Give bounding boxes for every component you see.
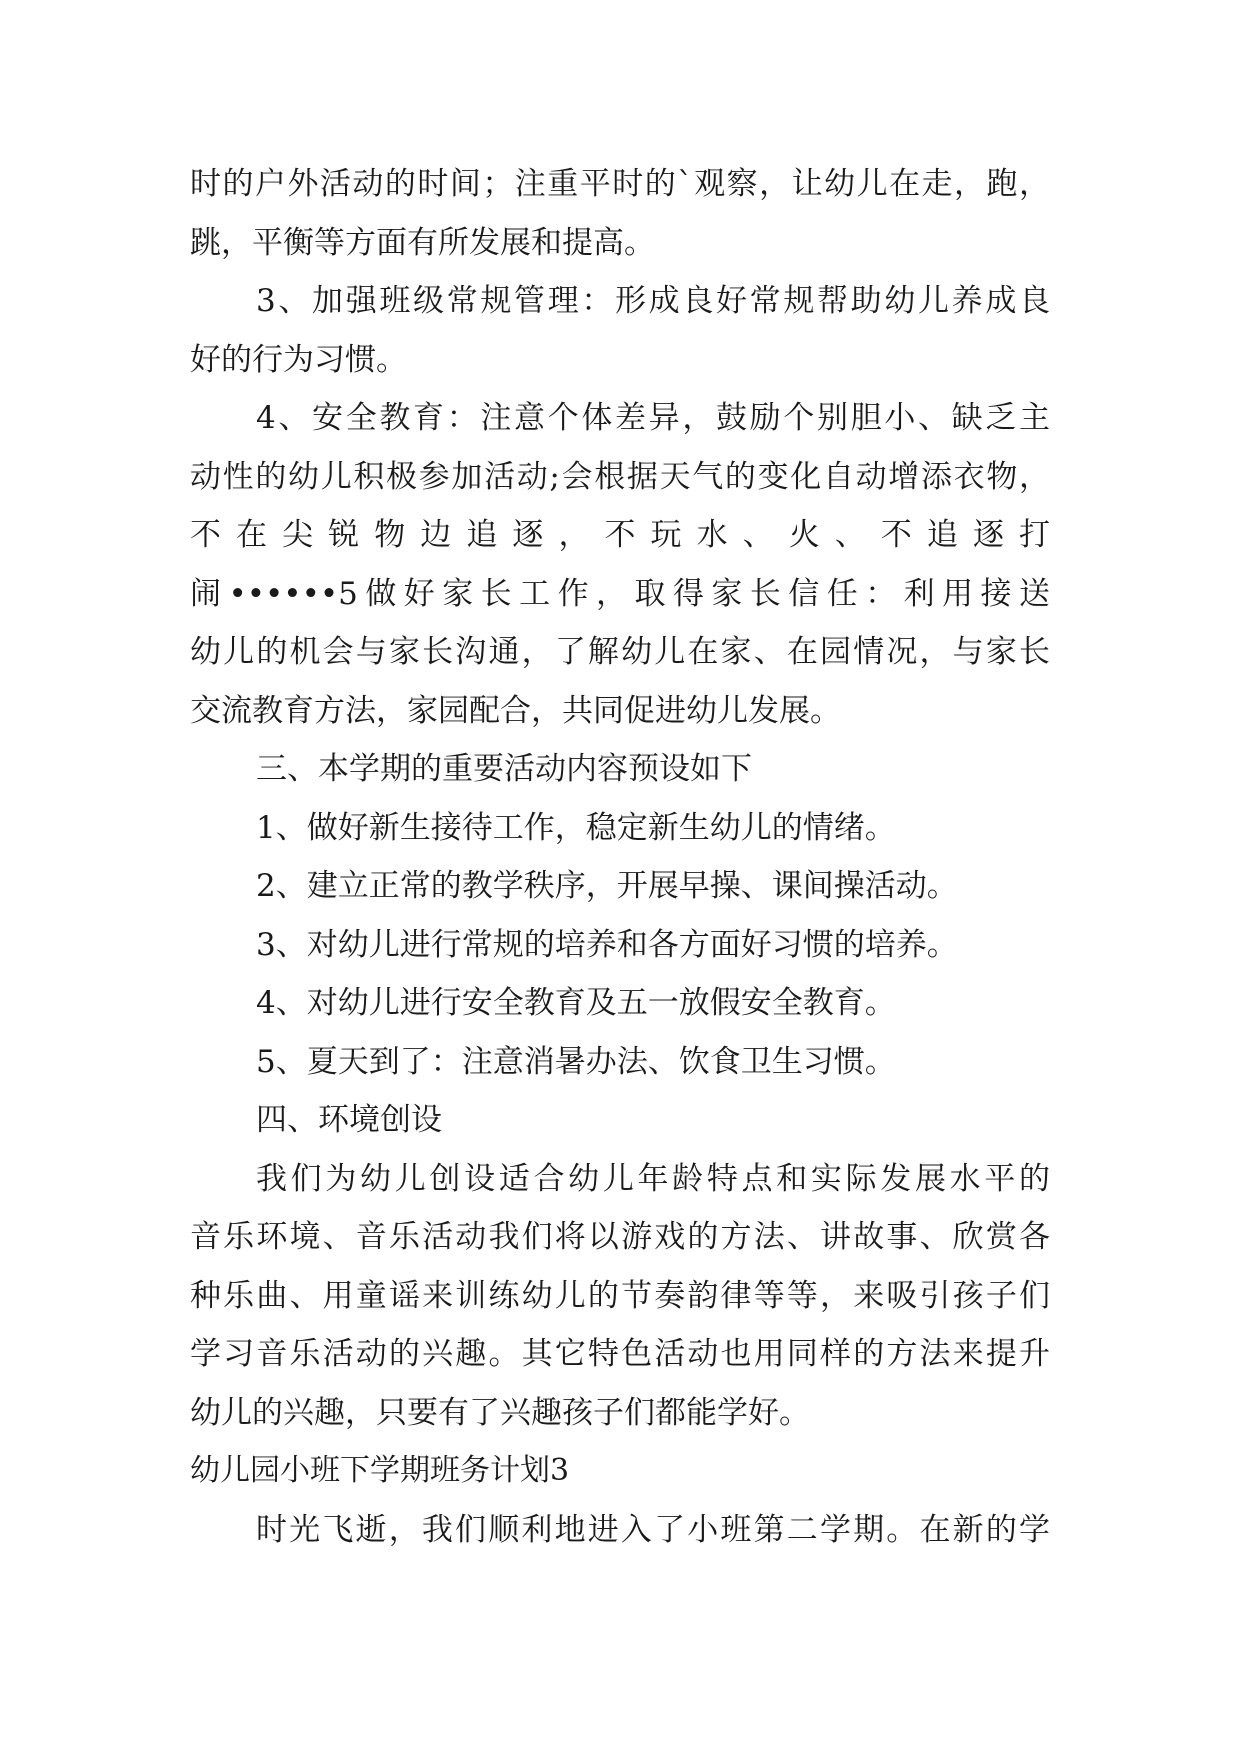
text-line: 种乐曲、用童谣来训练幼儿的节奏韵律等等，来吸引孩子们 xyxy=(190,1277,1050,1314)
section-title: 幼儿园小班下学期班务计划3 xyxy=(190,1453,570,1488)
text-line: 动性的幼儿积极参加活动;会根据天气的变化自动增添衣物， xyxy=(190,458,1050,495)
text-line: 不在尖锐物边追逐，不玩水、火、不追逐打 xyxy=(190,517,1050,553)
text-line: 闹••••••5做好家长工作，取得家长信任：利用接送 xyxy=(190,575,1050,612)
text-line: 时光飞逝，我们顺利地进入了小班第二学期。在新的学 xyxy=(256,1511,1050,1548)
text-line: 2、建立正常的教学秩序，开展早操、课间操活动。 xyxy=(256,868,958,904)
text-line: 交流教育方法，家园配合，共同促进幼儿发展。 xyxy=(190,692,841,729)
text-line: 学习音乐活动的兴趣。其它特色活动也用同样的方法来提升 xyxy=(190,1336,1050,1372)
text-line: 5、夏天到了：注意消暑办法、饮食卫生习惯。 xyxy=(256,1043,896,1080)
text-line: 幼儿的兴趣，只要有了兴趣孩子们都能学好。 xyxy=(190,1394,810,1431)
text-line: 三、本学期的重要活动内容预设如下 xyxy=(256,751,752,787)
document-body xyxy=(190,155,1050,1559)
text-line: 1、做好新生接待工作，稳定新生幼儿的情绪。 xyxy=(256,809,896,846)
text-line: 3、对幼儿进行常规的培养和各方面好习惯的培养。 xyxy=(256,926,958,963)
text-line: 跳，平衡等方面有所发展和提高。 xyxy=(190,224,655,261)
text-line: 音乐环境、音乐活动我们将以游戏的方法、讲故事、欣赏各 xyxy=(190,1219,1050,1255)
text-line: 我们为幼儿创设适合幼儿年龄特点和实际发展水平的 xyxy=(256,1160,1050,1197)
text-line: 好的行为习惯。 xyxy=(190,341,407,378)
text-line: 时的户外活动的时间；注重平时的`观察，让幼儿在走，跑， xyxy=(190,166,1050,202)
text-line: 4、安全教育：注意个体差异，鼓励个别胆小、缺乏主 xyxy=(256,400,1050,436)
text-line: 4、对幼儿进行安全教育及五一放假安全教育。 xyxy=(256,985,896,1021)
text-line: 四、环境创设 xyxy=(256,1102,442,1138)
text-line: 3、加强班级常规管理：形成良好常规帮助幼儿养成良 xyxy=(256,283,1050,319)
text-line: 幼儿的机会与家长沟通，了解幼儿在家、在园情况，与家长 xyxy=(190,634,1050,670)
